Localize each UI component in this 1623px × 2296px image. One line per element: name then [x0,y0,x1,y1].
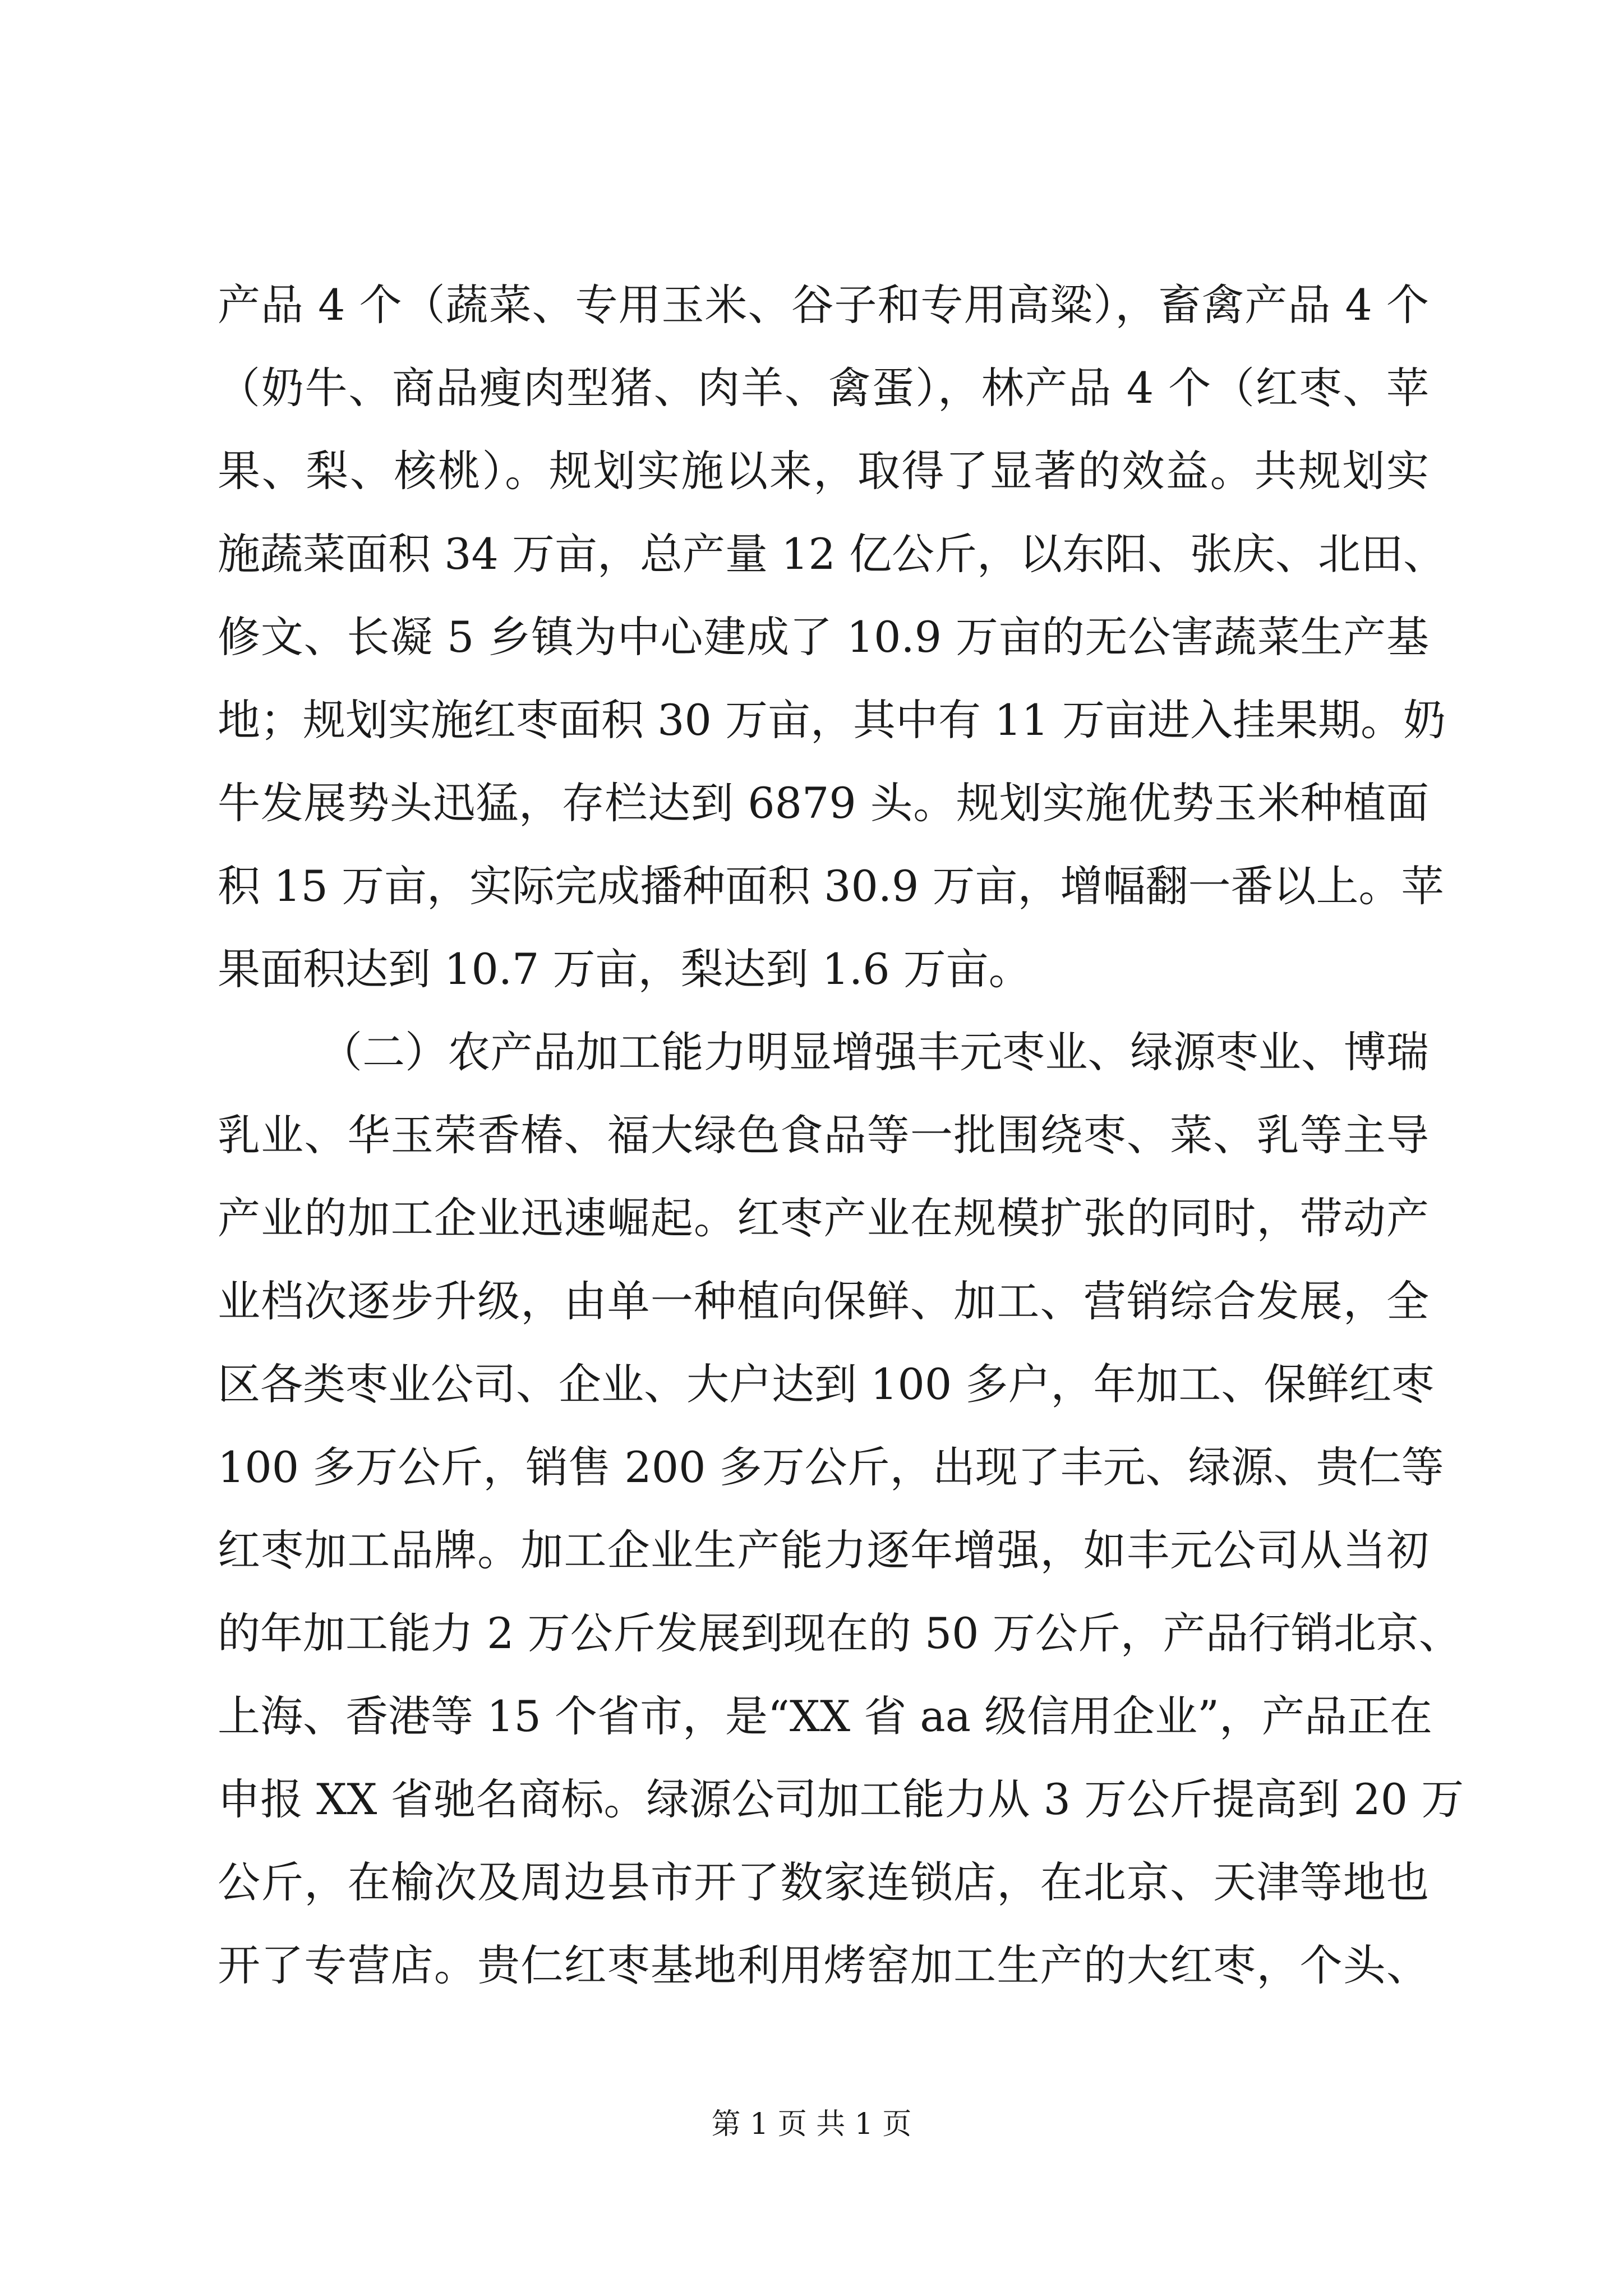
text-line: 申报 XX 省驰名商标。绿源公司加工能力从 3 万公斤提高到 20 万 [218,1774,1464,1824]
text-line: 区各类枣业公司、企业、大户达到 100 多户，年加工、保鲜红枣 [218,1359,1435,1409]
page-footer: 第 1 页 共 1 页 [711,2108,912,2141]
text-line: 上海、香港等 15 个省市，是“XX 省 aa 级信用企业”，产品正在 [218,1691,1433,1741]
text-line: 业档次逐步升级，由单一种植向保鲜、加工、营销综合发展，全 [218,1276,1429,1326]
text-line: 积 15 万亩，实际完成播种面积 30.9 万亩，增幅翻一番以上。苹 [218,861,1444,911]
text-line: 产业的加工企业迅速崛起。红枣产业在规模扩张的同时，带动产 [218,1193,1429,1243]
text-line: 红枣加工品牌。加工企业生产能力逐年增强，如丰元公司从当初 [218,1525,1429,1575]
text-line: 产品 4 个（蔬菜、专用玉米、谷子和专用高粱），畜禽产品 4 个 [218,280,1429,330]
text-line: 公斤，在榆次及周边县市开了数家连锁店，在北京、天津等地也 [218,1857,1429,1907]
text-line: 的年加工能力 2 万公斤发展到现在的 50 万公斤，产品行销北京、 [218,1608,1461,1658]
text-line: 牛发展势头迅猛，存栏达到 6879 头。规划实施优势玉米种植面 [218,778,1429,828]
text-line: 100 多万公斤，销售 200 多万公斤，出现了丰元、绿源、贵仁等 [218,1442,1444,1492]
text-line: 地；规划实施红枣面积 30 万亩，其中有 11 万亩进入挂果期。奶 [218,695,1446,745]
document-body [218,264,1464,2007]
section-heading-line: （二）农产品加工能力明显增强丰元枣业、绿源枣业、博瑞 [320,1027,1429,1077]
text-line: 开了专营店。贵仁红枣基地利用烤窑加工生产的大红枣，个头、 [218,1940,1429,1990]
text-line: 果面积达到 10.7 万亩，梨达到 1.6 万亩。 [218,944,1031,994]
text-line: 施蔬菜面积 34 万亩，总产量 12 亿公斤，以东阳、张庆、北田、 [218,529,1446,579]
text-line: （奶牛、商品瘦肉型猪、肉羊、禽蛋），林产品 4 个（红枣、苹 [218,363,1429,413]
text-line: 果、梨、核桃）。规划实施以来，取得了显著的效益。共规划实 [218,446,1429,496]
text-line: 乳业、华玉荣香椿、福大绿色食品等一批围绕枣、菜、乳等主导 [218,1110,1429,1160]
text-line: 修文、长凝 5 乡镇为中心建成了 10.9 万亩的无公害蔬菜生产基 [218,612,1429,662]
